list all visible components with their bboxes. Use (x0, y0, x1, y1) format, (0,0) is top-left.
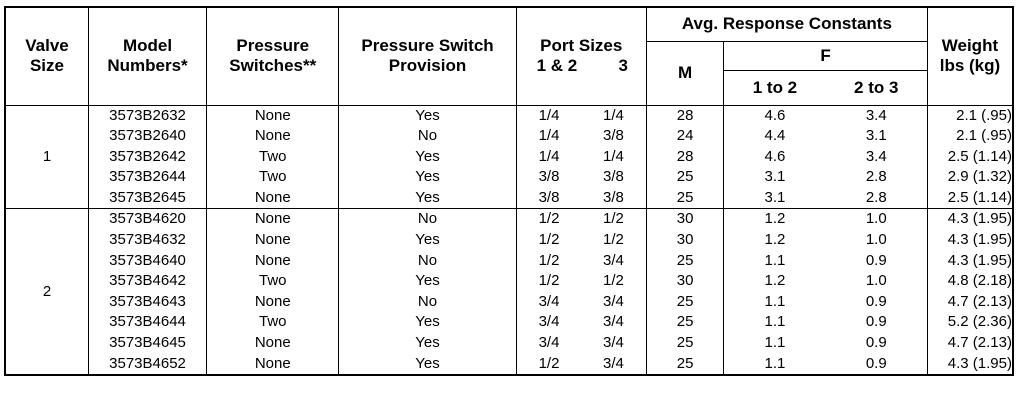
valve-size-cell: 1 (42, 147, 52, 165)
weight-value: 4.7 (2.13) (947, 292, 1012, 310)
header-valve-size: Valve Size (5, 7, 88, 105)
weight-value: 2.9 (1.32) (947, 168, 1012, 186)
f-1to2-value: 1.2 (764, 272, 786, 290)
switch-provision-column (339, 209, 516, 375)
f-1to2-value: 3.1 (764, 168, 786, 186)
header-m: M (646, 41, 723, 105)
port-12-value: 1/2 (538, 231, 560, 249)
spec-table-container (4, 6, 1014, 412)
pressure-switches-value: None (254, 231, 291, 249)
weight-column (927, 105, 1013, 209)
valve-size-cell: 2 (42, 282, 52, 300)
model-number-value: 3573B4645 (109, 334, 186, 352)
switch-provision-value: Yes (415, 313, 440, 331)
header-weight: Weight lbs (kg) (927, 7, 1013, 105)
f-1to2-value: 4.4 (764, 127, 786, 145)
switch-provision-value: Yes (415, 168, 440, 186)
header-model-numbers: Model Numbers* (88, 7, 206, 105)
m-constant-value: 25 (676, 251, 694, 269)
header-port-sizes: Port Sizes 1 & 2 3 (516, 7, 646, 105)
valve-size-group (5, 209, 1013, 375)
port-3-value: 3/4 (603, 334, 624, 352)
port-3-value: 3/8 (603, 168, 624, 186)
f-1to2-value: 1.2 (764, 231, 786, 249)
port-sizes-row (517, 271, 646, 292)
header-pressure-switch-provision: Pressure Switch Provision (339, 7, 516, 105)
port-sizes-row (517, 333, 646, 354)
pressure-switches-value: Two (259, 313, 287, 331)
switch-provision-value: Yes (415, 147, 440, 165)
m-constant-value: 25 (676, 168, 694, 186)
f-2to3-value: 2.8 (865, 168, 887, 186)
switch-provision-value: No (417, 127, 438, 145)
m-constant-value: 25 (676, 354, 694, 372)
f-1to2-column (724, 209, 826, 375)
port-sizes-row (517, 188, 646, 209)
model-number-value: 3573B4640 (109, 251, 186, 269)
m-constant-value: 25 (676, 334, 694, 352)
m-constant-value: 28 (676, 106, 694, 124)
port-sizes-row (517, 106, 646, 127)
model-number-value: 3573B2645 (109, 188, 186, 206)
weight-value: 4.8 (2.18) (947, 272, 1012, 290)
m-constant-value: 28 (676, 147, 694, 165)
header-f-1to2: 1 to 2 (724, 70, 826, 105)
port-3-value: 1/4 (603, 106, 624, 124)
f-2to3-value: 0.9 (865, 251, 887, 269)
model-number-value: 3573B4644 (109, 313, 186, 331)
switch-provision-value: Yes (415, 334, 440, 352)
pressure-switches-value: None (254, 188, 291, 206)
valve-size-group (5, 105, 1013, 209)
f-2to3-value: 0.9 (865, 354, 887, 372)
switch-provision-value: Yes (415, 272, 440, 290)
switch-provision-value: No (417, 210, 438, 228)
port-3-value: 1/2 (603, 210, 624, 228)
pressure-switches-value: Two (259, 272, 287, 290)
f-2to3-value: 1.0 (865, 272, 887, 290)
port-3-value: 3/4 (603, 292, 624, 310)
header-port-12: 1 & 2 (536, 56, 578, 76)
f-1to2-value: 4.6 (764, 147, 786, 165)
port-12-value: 1/4 (538, 147, 560, 165)
f-2to3-value: 0.9 (865, 292, 887, 310)
port-sizes-row (517, 147, 646, 168)
port-12-value: 1/2 (538, 354, 560, 372)
port-sizes-row (517, 230, 646, 251)
f-2to3-value: 0.9 (865, 334, 887, 352)
model-number-value: 3573B4643 (109, 292, 186, 310)
port-3-value: 3/8 (603, 127, 624, 145)
port-12-value: 3/8 (538, 188, 560, 206)
switch-provision-column (339, 105, 516, 209)
f-1to2-value: 4.6 (764, 106, 786, 124)
f-2to3-column (826, 105, 928, 209)
switch-provision-value: Yes (415, 188, 440, 206)
m-constant-value: 25 (676, 188, 694, 206)
port-12-value: 3/4 (538, 334, 560, 352)
port-12-value: 3/4 (538, 313, 560, 331)
f-2to3-value: 3.4 (865, 106, 887, 124)
m-constant-column (646, 105, 723, 209)
f-1to2-value: 1.1 (764, 292, 786, 310)
header-f: F (724, 41, 928, 70)
header-f-2to3: 2 to 3 (826, 70, 928, 105)
port-3-value: 1/2 (603, 231, 624, 249)
m-constant-value: 30 (676, 231, 694, 249)
port-12-value: 3/4 (538, 292, 560, 310)
port-sizes-row (517, 251, 646, 272)
model-number-column (88, 209, 206, 375)
port-sizes-row (517, 354, 646, 375)
f-1to2-value: 1.1 (764, 313, 786, 331)
header-pressure-switches: Pressure Switches** (207, 7, 339, 105)
f-1to2-value: 3.1 (764, 188, 786, 206)
pressure-switches-column (207, 105, 339, 209)
weight-value: 2.1 (.95) (956, 106, 1012, 124)
f-2to3-value: 2.8 (865, 188, 887, 206)
port-12-value: 1/4 (538, 106, 560, 124)
pressure-switches-value: None (254, 292, 291, 310)
weight-value: 4.3 (1.95) (947, 231, 1012, 249)
port-sizes-row (517, 312, 646, 333)
model-number-value: 3573B4620 (109, 210, 186, 228)
switch-provision-value: No (417, 292, 438, 310)
m-constant-value: 25 (676, 292, 694, 310)
port-3-value: 3/4 (603, 313, 624, 331)
switch-provision-value: Yes (415, 231, 440, 249)
port-sizes-row (517, 209, 646, 230)
pressure-switches-value: Two (259, 168, 287, 186)
pressure-switches-value: None (254, 106, 291, 124)
model-number-value: 3573B4652 (109, 354, 186, 372)
f-2to3-column (826, 209, 928, 375)
header-port-3: 3 (618, 56, 628, 76)
weight-value: 4.3 (1.95) (947, 354, 1012, 372)
weight-value: 4.3 (1.95) (947, 210, 1012, 228)
m-constant-value: 24 (676, 127, 694, 145)
f-1to2-value: 1.2 (764, 210, 786, 228)
weight-value: 2.1 (.95) (956, 127, 1012, 145)
port-3-value: 1/2 (603, 272, 624, 290)
model-number-value: 3573B2642 (109, 147, 186, 165)
port-sizes-column (516, 105, 646, 209)
port-12-value: 1/4 (538, 127, 560, 145)
port-sizes-row (517, 167, 646, 188)
port-12-value: 1/2 (538, 210, 560, 228)
pressure-switches-value: Two (259, 147, 287, 165)
model-number-value: 3573B2632 (109, 106, 186, 124)
f-2to3-value: 3.1 (865, 127, 887, 145)
f-1to2-column (724, 105, 826, 209)
weight-value: 4.3 (1.95) (947, 251, 1012, 269)
port-3-value: 3/4 (603, 251, 624, 269)
f-2to3-value: 3.4 (865, 147, 887, 165)
model-number-value: 3573B4642 (109, 272, 186, 290)
m-constant-value: 25 (676, 313, 694, 331)
model-number-value: 3573B2640 (109, 127, 186, 145)
weight-value: 4.7 (2.13) (947, 334, 1012, 352)
port-12-value: 3/8 (538, 168, 560, 186)
m-constant-column (646, 209, 723, 375)
port-3-value: 1/4 (603, 147, 624, 165)
weight-value: 2.5 (1.14) (947, 188, 1012, 206)
f-2to3-value: 0.9 (865, 313, 887, 331)
port-12-value: 1/2 (538, 272, 560, 290)
port-12-value: 1/2 (538, 251, 560, 269)
f-2to3-value: 1.0 (865, 231, 887, 249)
pressure-switches-value: None (254, 334, 291, 352)
pressure-switches-column (207, 209, 339, 375)
port-sizes-column (516, 209, 646, 375)
port-sizes-row (517, 126, 646, 147)
f-1to2-value: 1.1 (764, 334, 786, 352)
model-number-value: 3573B4632 (109, 231, 186, 249)
model-number-column (88, 105, 206, 209)
pressure-switches-value: None (254, 210, 291, 228)
switch-provision-value: Yes (415, 354, 440, 372)
f-2to3-value: 1.0 (865, 210, 887, 228)
port-3-value: 3/4 (603, 354, 624, 372)
model-number-value: 3573B2644 (109, 168, 186, 186)
weight-value: 5.2 (2.36) (947, 313, 1012, 331)
port-sizes-row (517, 292, 646, 313)
pressure-switches-value: None (254, 251, 291, 269)
m-constant-value: 30 (676, 272, 694, 290)
f-1to2-value: 1.1 (764, 251, 786, 269)
port-3-value: 3/8 (603, 188, 624, 206)
pressure-switches-value: None (254, 127, 291, 145)
header-avg-response-constants: Avg. Response Constants (646, 7, 927, 41)
f-1to2-value: 1.1 (764, 354, 786, 372)
pressure-switches-value: None (254, 354, 291, 372)
weight-column (927, 209, 1013, 375)
valve-spec-table (4, 6, 1014, 376)
switch-provision-value: No (417, 251, 438, 269)
weight-value: 2.5 (1.14) (947, 147, 1012, 165)
switch-provision-value: Yes (415, 106, 440, 124)
m-constant-value: 30 (676, 210, 694, 228)
